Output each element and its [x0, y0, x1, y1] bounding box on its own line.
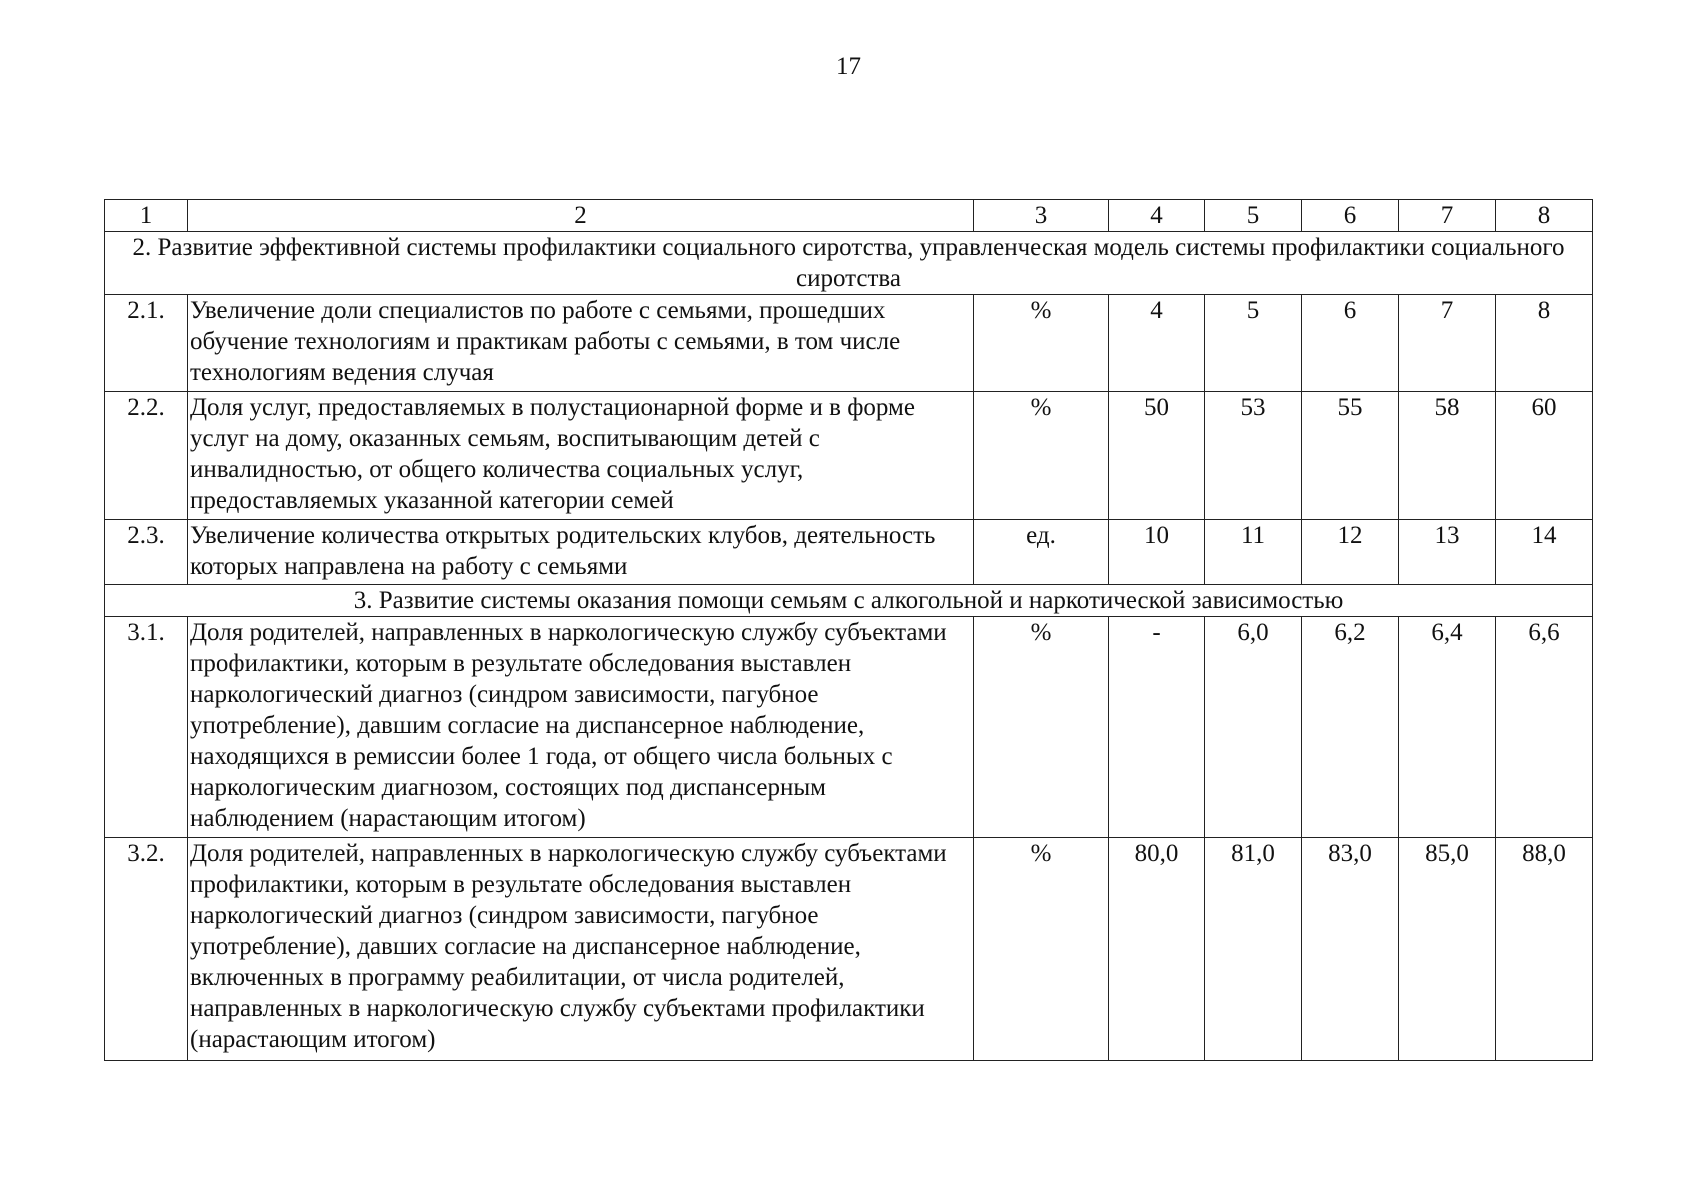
table-header-row [105, 200, 1593, 232]
value-cell: 81,0 [1205, 838, 1302, 1061]
row-number: 2.1. [105, 295, 188, 392]
column-header: 5 [1205, 200, 1302, 232]
table-row [105, 617, 1593, 838]
value-cell: 7 [1399, 295, 1496, 392]
value-cell: 55 [1302, 392, 1399, 520]
value-cell: 11 [1205, 520, 1302, 585]
value-cell: 13 [1399, 520, 1496, 585]
table-row [105, 295, 1593, 392]
table-row [105, 392, 1593, 520]
column-header: 1 [105, 200, 188, 232]
unit-cell: ед. [974, 520, 1109, 585]
row-number: 3.2. [105, 838, 188, 1061]
indicator-text: Увеличение доли специалистов по работе с семьями, прошедших обучение технологиям и практикам работы с семьями, в том числе технологиям ведения случая [188, 295, 974, 392]
value-cell: 6,2 [1302, 617, 1399, 838]
value-cell: 6,4 [1399, 617, 1496, 838]
indicators-table [104, 199, 1593, 1061]
column-header: 7 [1399, 200, 1496, 232]
indicator-text: Доля родителей, направленных в наркологическую службу субъектами профилактики, которым в результате обследования выставлен наркологический диагноз (синдром зависимости, пагубное употребление), давшим согласие на диспансерное наблюдение, находящихся в ремиссии более 1 года, от общего числа больных с наркологическим диагнозом, состоящих под диспансерным наблюдением (нарастающим итогом) [188, 617, 974, 838]
section-row [105, 232, 1593, 295]
column-header: 4 [1109, 200, 1205, 232]
section-title: 3. Развитие системы оказания помощи семьям с алкогольной и наркотической зависимостью [105, 585, 1593, 617]
value-cell: 6,0 [1205, 617, 1302, 838]
table-row [105, 838, 1593, 1061]
value-cell: 50 [1109, 392, 1205, 520]
column-header: 8 [1496, 200, 1593, 232]
unit-cell: % [974, 392, 1109, 520]
table-row [105, 520, 1593, 585]
indicator-text: Увеличение количества открытых родительских клубов, деятельность которых направлена на работу с семьями [188, 520, 974, 585]
value-cell: 6 [1302, 295, 1399, 392]
unit-cell: % [974, 617, 1109, 838]
value-cell: 4 [1109, 295, 1205, 392]
value-cell: 10 [1109, 520, 1205, 585]
value-cell: 53 [1205, 392, 1302, 520]
value-cell: 58 [1399, 392, 1496, 520]
value-cell: 83,0 [1302, 838, 1399, 1061]
section-row [105, 585, 1593, 617]
page-number: 17 [836, 53, 861, 80]
unit-cell: % [974, 838, 1109, 1061]
value-cell: - [1109, 617, 1205, 838]
column-header: 2 [188, 200, 974, 232]
value-cell: 6,6 [1496, 617, 1593, 838]
indicator-text: Доля услуг, предоставляемых в полустационарной форме и в форме услуг на дому, оказанных семьям, воспитывающим детей с инвалидностью, от общего количества социальных услуг, предоставляемых указанной категории семей [188, 392, 974, 520]
row-number: 2.2. [105, 392, 188, 520]
value-cell: 12 [1302, 520, 1399, 585]
value-cell: 85,0 [1399, 838, 1496, 1061]
value-cell: 80,0 [1109, 838, 1205, 1061]
row-number: 3.1. [105, 617, 188, 838]
column-header: 3 [974, 200, 1109, 232]
section-title: 2. Развитие эффективной системы профилактики социального сиротства, управленческая модель системы профилактики социального сиротства [105, 232, 1593, 295]
row-number: 2.3. [105, 520, 188, 585]
column-header: 6 [1302, 200, 1399, 232]
value-cell: 8 [1496, 295, 1593, 392]
value-cell: 88,0 [1496, 838, 1593, 1061]
unit-cell: % [974, 295, 1109, 392]
indicator-text: Доля родителей, направленных в наркологическую службу субъектами профилактики, которым в результате обследования выставлен наркологический диагноз (синдром зависимости, пагубное употребление), давших согласие на диспансерное наблюдение, включенных в программу реабилитации, от числа родителей, направленных в наркологическую службу субъектами профилактики (нарастающим итогом) [188, 838, 974, 1061]
value-cell: 14 [1496, 520, 1593, 585]
value-cell: 5 [1205, 295, 1302, 392]
value-cell: 60 [1496, 392, 1593, 520]
